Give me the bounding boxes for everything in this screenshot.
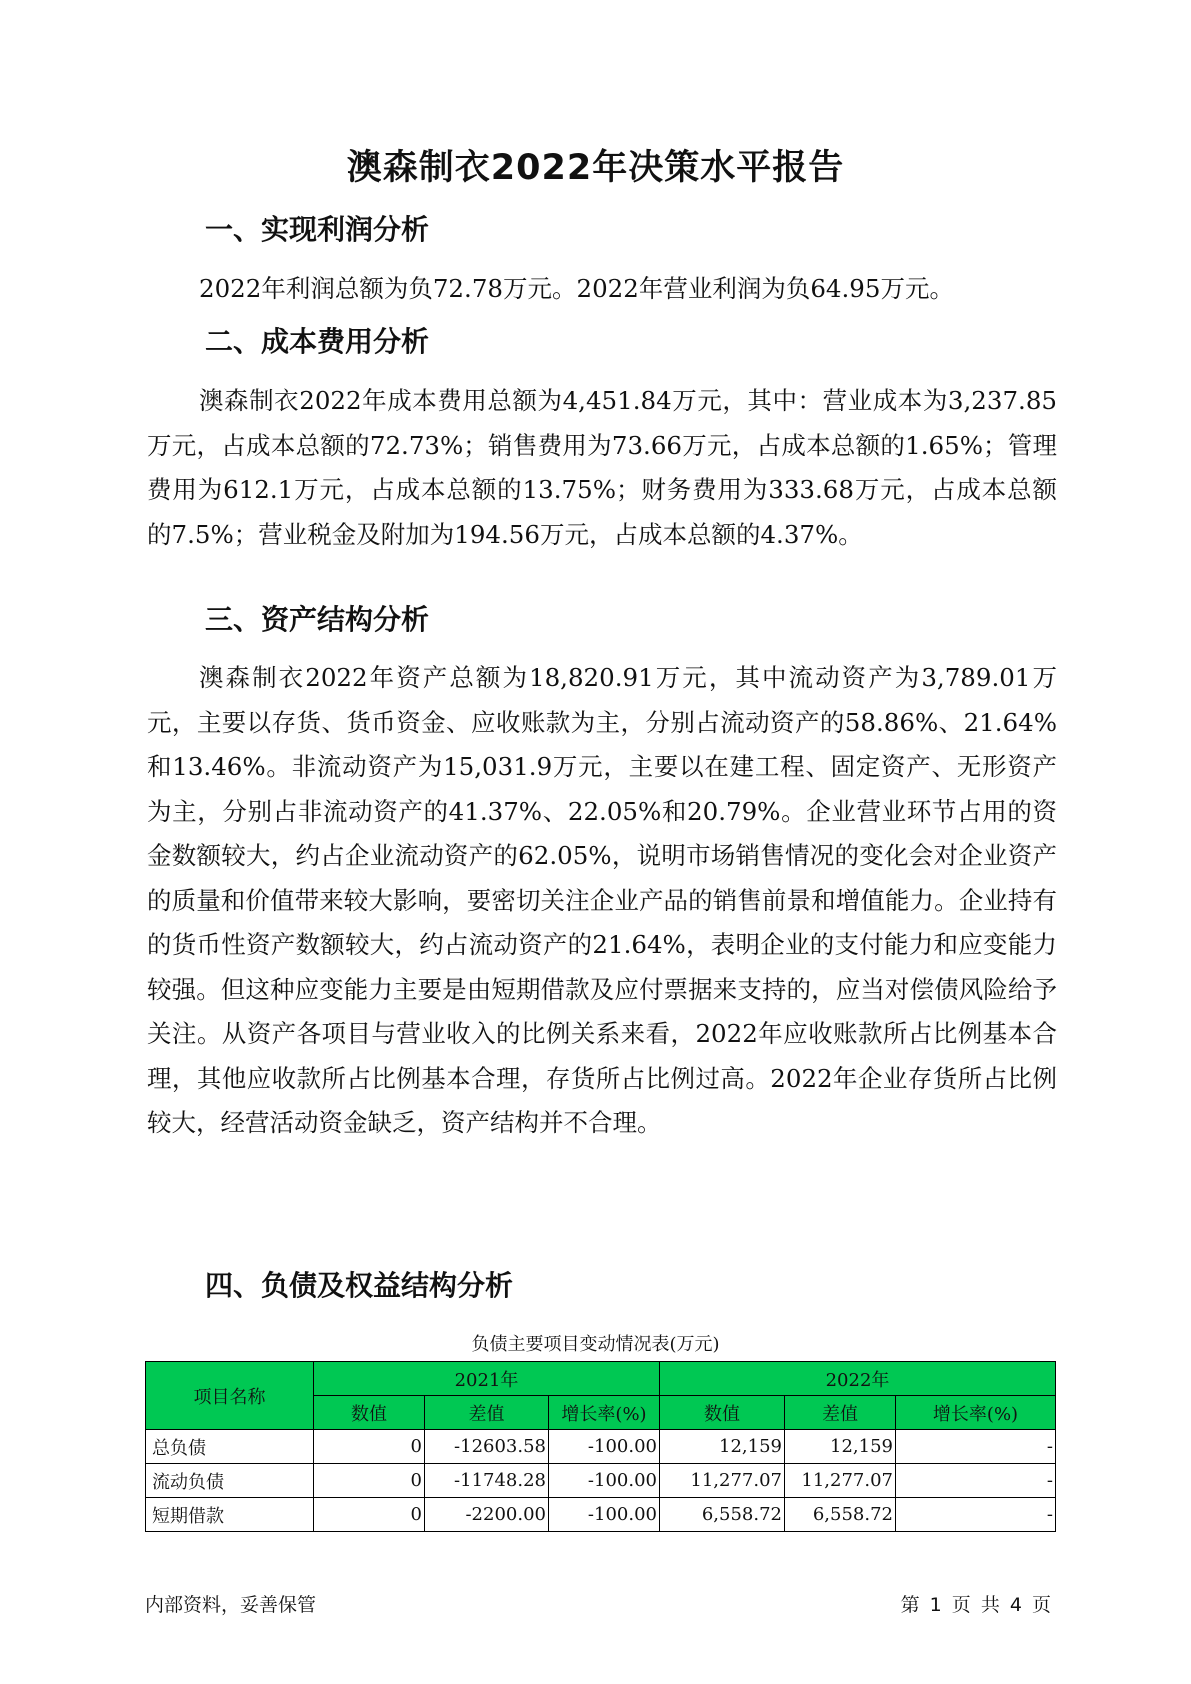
table-cell: 11,277.07	[785, 1464, 896, 1498]
table-cell: 12,159	[785, 1430, 896, 1464]
table-cell: 0	[314, 1430, 425, 1464]
section-heading-liabilities: 四、负债及权益结构分析	[205, 1269, 514, 1302]
table-cell: 12,159	[660, 1430, 785, 1464]
table-caption: 负债主要项目变动情况表(万元)	[471, 1334, 720, 1355]
table-cell: -100.00	[549, 1430, 660, 1464]
table-header-item-name: 项目名称	[146, 1362, 314, 1430]
table-cell: 11,277.07	[660, 1464, 785, 1498]
table-row	[146, 1498, 1056, 1532]
table-cell: 6,558.72	[785, 1498, 896, 1532]
footer-page-number: 第 1 页 共 4 页	[900, 1594, 1051, 1616]
table-cell: -	[896, 1498, 1056, 1532]
section-paragraph-assets: 澳森制衣2022年资产总额为18,820.91万元，其中流动资产为3,789.01万元，主要以存货、货币资金、应收账款为主，分别占流动资产的58.86%、21.64%和13.46%。非流动资产为15,031.9万元，主要以在建工程、固定资产、无形资产为主，分别占非流动资产的41.37%、22.05%和20.79%。企业营业环节占用的资金数额较大，约占企业流动资产的62.05%，说明市场销售情况的变化会对企业资产的质量和价值带来较大影响，要密切关注企业产品的销售前景和增值能力。企业持有的货币性资产数额较大，约占流动资产的21.64%，表明企业的支付能力和应变能力较强。但这种应变能力主要是由短期借款及应付票据来支持的，应当对偿债风险给予关注。从资产各项目与营业收入的比例关系来看，2022年应收账款所占比例基本合理，其他应收款所占比例基本合理，存货所占比例过高。2022年企业存货所占比例较大，经营活动资金缺乏，资产结构并不合理。	[147, 663, 1057, 1137]
section-paragraph-profit: 2022年利润总额为负72.78万元。2022年营业利润为负64.95万元。	[199, 274, 954, 303]
table-subheader: 差值	[425, 1396, 549, 1430]
document-title: 澳森制衣2022年决策水平报告	[346, 148, 845, 188]
section-heading-profit: 一、实现利润分析	[205, 213, 430, 246]
table-cell: 6,558.72	[660, 1498, 785, 1532]
table-header-year-2022: 2022年	[660, 1362, 1056, 1396]
table-cell-name: 流动负债	[146, 1464, 314, 1498]
table-subheader: 差值	[785, 1396, 896, 1430]
table-cell-name: 短期借款	[146, 1498, 314, 1532]
table-cell: 0	[314, 1498, 425, 1532]
table-cell: -2200.00	[425, 1498, 549, 1532]
table-cell: -11748.28	[425, 1464, 549, 1498]
section-paragraph-cost: 澳森制衣2022年成本费用总额为4,451.84万元，其中：营业成本为3,237.85万元，占成本总额的72.73%；销售费用为73.66万元，占成本总额的1.65%；管理费用为612.1万元，占成本总额的13.75%；财务费用为333.68万元，占成本总额的7.5%；营业税金及附加为194.56万元，占成本总额的4.37%。	[147, 386, 1057, 549]
table-cell: -100.00	[549, 1498, 660, 1532]
table-row	[146, 1464, 1056, 1498]
table-subheader: 增长率(%)	[896, 1396, 1056, 1430]
table-header-year-2021: 2021年	[314, 1362, 660, 1396]
table-cell-name: 总负债	[146, 1430, 314, 1464]
table-subheader: 数值	[660, 1396, 785, 1430]
section-heading-cost: 二、成本费用分析	[205, 325, 430, 358]
table-cell: 0	[314, 1464, 425, 1498]
table-row	[146, 1430, 1056, 1464]
footer-confidential-note: 内部资料，妥善保管	[145, 1594, 317, 1616]
section-heading-assets: 三、资产结构分析	[205, 603, 430, 636]
table-subheader: 增长率(%)	[549, 1396, 660, 1430]
table-cell: -12603.58	[425, 1430, 549, 1464]
table-cell: -	[896, 1430, 1056, 1464]
table-subheader: 数值	[314, 1396, 425, 1430]
table-cell: -	[896, 1464, 1056, 1498]
table-cell: -100.00	[549, 1464, 660, 1498]
liability-table	[145, 1361, 1056, 1532]
